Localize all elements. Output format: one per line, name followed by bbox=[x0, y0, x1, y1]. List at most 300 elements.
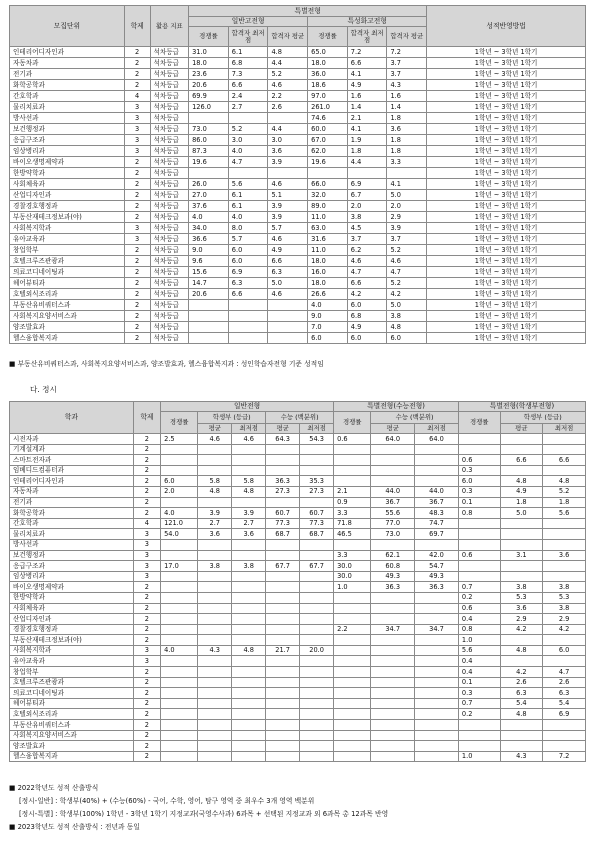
table-cell bbox=[198, 550, 232, 561]
table-row bbox=[10, 124, 586, 135]
table-cell: 4.8 bbox=[500, 709, 543, 720]
table-row bbox=[10, 311, 586, 322]
table-cell: 1.0 bbox=[458, 635, 500, 646]
table-cell: 2 bbox=[133, 698, 160, 709]
table-cell: 60.8 bbox=[371, 561, 415, 572]
table-cell: 2 bbox=[124, 300, 150, 311]
table-cell: 5.0 bbox=[387, 300, 427, 311]
table-cell: 4.6 bbox=[268, 80, 308, 91]
table-cell bbox=[300, 656, 334, 667]
table-cell: 1학년 ~ 3학년 1학기 bbox=[427, 212, 586, 223]
table-cell bbox=[415, 709, 459, 720]
table-cell bbox=[189, 300, 229, 311]
table-cell bbox=[198, 667, 232, 678]
row-label: 부동산유비쿼터스과 bbox=[10, 300, 125, 311]
table-cell bbox=[543, 539, 586, 550]
table-cell: 5.0 bbox=[268, 278, 308, 289]
row-label: 물리치료과 bbox=[10, 102, 125, 113]
table-cell: 2.9 bbox=[387, 212, 427, 223]
table-cell bbox=[300, 465, 334, 476]
table-row bbox=[10, 223, 586, 234]
table-cell: 42.0 bbox=[415, 550, 459, 561]
table-cell bbox=[300, 720, 334, 731]
table-cell: 2 bbox=[133, 455, 160, 466]
table-row bbox=[10, 157, 586, 168]
table-cell: 2.9 bbox=[500, 614, 543, 625]
table-cell bbox=[232, 720, 266, 731]
table-row bbox=[10, 550, 586, 561]
table-cell bbox=[268, 333, 308, 344]
table-cell: 2.7 bbox=[198, 518, 232, 529]
table-cell bbox=[266, 465, 300, 476]
table-cell bbox=[189, 333, 229, 344]
table-row bbox=[10, 667, 586, 678]
table-cell: 0.4 bbox=[458, 614, 500, 625]
row-label: 호텔크루즈관광과 bbox=[10, 677, 134, 688]
table-cell: 2 bbox=[124, 267, 150, 278]
table-cell: 1학년 ~ 3학년 1학기 bbox=[427, 91, 586, 102]
table-cell bbox=[500, 571, 543, 582]
table-cell bbox=[300, 741, 334, 752]
table-cell: 1학년 ~ 3학년 1학기 bbox=[427, 135, 586, 146]
table-cell: 18.0 bbox=[308, 278, 348, 289]
table-cell bbox=[198, 720, 232, 731]
table-cell: 35.3 bbox=[300, 476, 334, 487]
table-cell bbox=[266, 635, 300, 646]
table-cell: 2 bbox=[124, 157, 150, 168]
table-cell: 3.6 bbox=[232, 529, 266, 540]
table-cell: 5.2 bbox=[543, 486, 586, 497]
table-cell: 11.0 bbox=[308, 212, 348, 223]
row-label: 양조발효과 bbox=[10, 322, 125, 333]
table-cell: 4.0 bbox=[228, 212, 268, 223]
table-cell: 37.6 bbox=[189, 201, 229, 212]
table-row bbox=[10, 720, 586, 731]
header-avg-5: 평균 bbox=[371, 424, 415, 434]
table-cell: 4.2 bbox=[347, 289, 387, 300]
header-general-2: 일반전형 bbox=[161, 402, 334, 412]
table-cell: 2 bbox=[124, 256, 150, 267]
table-row bbox=[10, 730, 586, 741]
table-cell: 69.7 bbox=[415, 529, 459, 540]
table-cell bbox=[415, 465, 459, 476]
table-cell bbox=[232, 550, 266, 561]
table-cell: 4.5 bbox=[347, 223, 387, 234]
table-cell: 1학년 ~ 3학년 1학기 bbox=[427, 190, 586, 201]
table-cell bbox=[189, 113, 229, 124]
table-cell: 2.1 bbox=[334, 486, 371, 497]
table-row bbox=[10, 47, 586, 58]
table-cell: 6.9 bbox=[543, 709, 586, 720]
table-cell: 4.6 bbox=[232, 434, 266, 445]
table-row bbox=[10, 497, 586, 508]
table-cell bbox=[415, 603, 459, 614]
table-cell bbox=[371, 645, 415, 656]
table-cell: 0.1 bbox=[458, 677, 500, 688]
row-label: 보건행정과 bbox=[10, 124, 125, 135]
table-cell bbox=[161, 582, 198, 593]
table-cell: 5.0 bbox=[387, 190, 427, 201]
table-cell: 석차등급 bbox=[150, 157, 189, 168]
table-cell: 2 bbox=[133, 751, 160, 762]
table-cell bbox=[300, 550, 334, 561]
table-row bbox=[10, 751, 586, 762]
table-cell bbox=[415, 656, 459, 667]
table-cell bbox=[415, 730, 459, 741]
table-cell: 0.8 bbox=[458, 624, 500, 635]
table-cell: 3.6 bbox=[387, 124, 427, 135]
table-cell: 2 bbox=[124, 278, 150, 289]
table-cell bbox=[198, 624, 232, 635]
table-cell bbox=[458, 434, 500, 445]
table-cell: 석차등급 bbox=[150, 146, 189, 157]
table-row bbox=[10, 645, 586, 656]
table-cell bbox=[232, 624, 266, 635]
table-cell: 4.2 bbox=[500, 667, 543, 678]
table-cell bbox=[415, 455, 459, 466]
table-cell bbox=[161, 688, 198, 699]
table-cell bbox=[198, 444, 232, 455]
table-cell: 1학년 ~ 3학년 1학기 bbox=[427, 300, 586, 311]
row-label: 유아교육과 bbox=[10, 656, 134, 667]
table-cell: 20.6 bbox=[189, 80, 229, 91]
table-row bbox=[10, 190, 586, 201]
table-cell: 5.7 bbox=[228, 234, 268, 245]
table-cell bbox=[415, 751, 459, 762]
table-cell bbox=[232, 465, 266, 476]
table-cell: 0.9 bbox=[334, 497, 371, 508]
row-label: 사회복지요양서비스과 bbox=[10, 311, 125, 322]
table-cell: 36.7 bbox=[415, 497, 459, 508]
table-cell: 6.6 bbox=[228, 289, 268, 300]
row-label: 헬스융합복지과 bbox=[10, 751, 134, 762]
table-row bbox=[10, 146, 586, 157]
table-cell bbox=[232, 603, 266, 614]
table-cell: 4.0 bbox=[228, 146, 268, 157]
row-label: 창업학부 bbox=[10, 667, 134, 678]
table-cell: 1학년 ~ 3학년 1학기 bbox=[427, 157, 586, 168]
table-cell: 2 bbox=[133, 709, 160, 720]
table-cell bbox=[371, 476, 415, 487]
table-row bbox=[10, 444, 586, 455]
table-row bbox=[10, 614, 586, 625]
table-cell bbox=[415, 645, 459, 656]
table-cell: 3 bbox=[133, 561, 160, 572]
table-cell bbox=[334, 635, 371, 646]
table-cell: 2.6 bbox=[543, 677, 586, 688]
table-cell: 4 bbox=[124, 91, 150, 102]
table-cell: 석차등급 bbox=[150, 80, 189, 91]
table-cell: 석차등급 bbox=[150, 311, 189, 322]
table-cell: 3.9 bbox=[268, 201, 308, 212]
table-cell: 6.0 bbox=[543, 645, 586, 656]
header-general: 일반고전형 bbox=[189, 17, 308, 27]
table-cell: 2.0 bbox=[347, 201, 387, 212]
table-cell: 6.1 bbox=[228, 47, 268, 58]
table-cell bbox=[543, 518, 586, 529]
table-cell bbox=[228, 113, 268, 124]
table-cell bbox=[189, 322, 229, 333]
row-label: 간호학과 bbox=[10, 91, 125, 102]
table-cell: 69.9 bbox=[189, 91, 229, 102]
table-cell: 7.2 bbox=[543, 751, 586, 762]
table-cell: 7.2 bbox=[387, 47, 427, 58]
table-cell: 3.1 bbox=[500, 550, 543, 561]
table-cell: 2 bbox=[124, 58, 150, 69]
table-cell bbox=[266, 592, 300, 603]
table-cell: 87.3 bbox=[189, 146, 229, 157]
table-cell bbox=[232, 444, 266, 455]
table-cell: 36.3 bbox=[371, 582, 415, 593]
table-cell: 6.3 bbox=[500, 688, 543, 699]
table-cell bbox=[543, 561, 586, 572]
table-cell: 36.7 bbox=[371, 497, 415, 508]
row-label: 임상병리과 bbox=[10, 571, 134, 582]
table-cell bbox=[458, 741, 500, 752]
table-cell bbox=[543, 656, 586, 667]
table-cell: 석차등급 bbox=[150, 69, 189, 80]
table-cell bbox=[161, 444, 198, 455]
row-label: 전기과 bbox=[10, 497, 134, 508]
table-cell: 1.4 bbox=[387, 102, 427, 113]
table-cell: 261.0 bbox=[308, 102, 348, 113]
table-cell bbox=[334, 667, 371, 678]
table-cell bbox=[334, 455, 371, 466]
table-cell: 16.0 bbox=[308, 267, 348, 278]
table-cell: 4.6 bbox=[268, 179, 308, 190]
table-cell bbox=[387, 168, 427, 179]
table-cell bbox=[543, 434, 586, 445]
row-label: 헤어뷰티과 bbox=[10, 278, 125, 289]
table-cell: 3 bbox=[124, 113, 150, 124]
table-cell: 18.6 bbox=[308, 80, 348, 91]
table-row bbox=[10, 91, 586, 102]
table-cell: 2 bbox=[133, 486, 160, 497]
table-cell: 126.0 bbox=[189, 102, 229, 113]
row-label: 화학공학과 bbox=[10, 508, 134, 519]
table-cell bbox=[232, 688, 266, 699]
table-cell bbox=[500, 465, 543, 476]
table-cell bbox=[198, 614, 232, 625]
table-cell bbox=[266, 582, 300, 593]
table-cell bbox=[266, 667, 300, 678]
table-cell: 석차등급 bbox=[150, 278, 189, 289]
table-cell: 2 bbox=[124, 322, 150, 333]
table-cell: 0.3 bbox=[458, 688, 500, 699]
table-cell: 석차등급 bbox=[150, 47, 189, 58]
table-cell: 15.6 bbox=[189, 267, 229, 278]
table-cell: 0.2 bbox=[458, 592, 500, 603]
table-cell: 1.0 bbox=[458, 751, 500, 762]
header-specialized: 특성화고전형 bbox=[308, 17, 427, 27]
table-cell: 3.0 bbox=[228, 135, 268, 146]
table-row bbox=[10, 603, 586, 614]
table-cell bbox=[232, 592, 266, 603]
table-cell: 1.6 bbox=[347, 91, 387, 102]
table-cell: 17.0 bbox=[161, 561, 198, 572]
table-cell: 5.3 bbox=[500, 592, 543, 603]
table-cell: 석차등급 bbox=[150, 135, 189, 146]
table-cell: 44.0 bbox=[415, 486, 459, 497]
table-cell: 64.3 bbox=[266, 434, 300, 445]
table-row bbox=[10, 508, 586, 519]
table-cell bbox=[415, 677, 459, 688]
table-cell: 3.8 bbox=[232, 561, 266, 572]
row-label: 간호학과 bbox=[10, 518, 134, 529]
table-cell: 1학년 ~ 3학년 1학기 bbox=[427, 256, 586, 267]
table-cell bbox=[543, 465, 586, 476]
table-cell: 60.0 bbox=[308, 124, 348, 135]
table-cell bbox=[500, 635, 543, 646]
table-cell: 3.3 bbox=[334, 508, 371, 519]
table-cell: 9.0 bbox=[189, 245, 229, 256]
table-cell: 0.6 bbox=[334, 434, 371, 445]
table-cell bbox=[266, 688, 300, 699]
table-cell bbox=[161, 751, 198, 762]
table-cell: 4.1 bbox=[387, 179, 427, 190]
table-cell bbox=[371, 614, 415, 625]
table-cell: 3.7 bbox=[387, 69, 427, 80]
table-cell bbox=[266, 741, 300, 752]
table-row bbox=[10, 635, 586, 646]
table-cell bbox=[371, 709, 415, 720]
table-cell: 4.9 bbox=[500, 486, 543, 497]
row-label: 사회복지학과 bbox=[10, 645, 134, 656]
table-cell bbox=[268, 311, 308, 322]
table-cell bbox=[198, 455, 232, 466]
table-cell bbox=[543, 720, 586, 731]
table-cell: 4.1 bbox=[347, 124, 387, 135]
header-avg-2: 합격자 평균 bbox=[387, 27, 427, 47]
table-cell bbox=[500, 518, 543, 529]
table-cell: 2.2 bbox=[334, 624, 371, 635]
table-cell: 3 bbox=[124, 223, 150, 234]
table-cell bbox=[266, 677, 300, 688]
table-cell: 3 bbox=[124, 234, 150, 245]
row-label: 바이오생명제약과 bbox=[10, 157, 125, 168]
table-cell bbox=[334, 688, 371, 699]
row-label: 한방약학과 bbox=[10, 168, 125, 179]
table-cell: 4.0 bbox=[161, 645, 198, 656]
table-cell bbox=[161, 741, 198, 752]
table-cell bbox=[161, 635, 198, 646]
table-row bbox=[10, 656, 586, 667]
table-cell: 18.0 bbox=[189, 58, 229, 69]
table-row bbox=[10, 434, 586, 445]
row-label: 창업학부 bbox=[10, 245, 125, 256]
table-cell bbox=[300, 614, 334, 625]
table-cell: 30.0 bbox=[334, 571, 371, 582]
table-cell bbox=[161, 709, 198, 720]
table-cell bbox=[371, 688, 415, 699]
table-row bbox=[10, 69, 586, 80]
table-cell: 6.8 bbox=[228, 58, 268, 69]
table-cell: 3.6 bbox=[198, 529, 232, 540]
table-cell: 6.3 bbox=[228, 278, 268, 289]
table-cell: 60.7 bbox=[266, 508, 300, 519]
table-cell: 19.6 bbox=[308, 157, 348, 168]
table-cell: 0.6 bbox=[458, 603, 500, 614]
table-cell bbox=[268, 168, 308, 179]
table-cell: 2 bbox=[124, 245, 150, 256]
row-label: 헤어뷰티과 bbox=[10, 698, 134, 709]
table-cell: 2.0 bbox=[387, 201, 427, 212]
table-cell: 2 bbox=[124, 179, 150, 190]
header-avg-4: 평균 bbox=[266, 424, 300, 434]
header-major: 모집단위 bbox=[10, 6, 125, 47]
header-min-1: 최저점 bbox=[232, 424, 266, 434]
table-cell bbox=[266, 550, 300, 561]
table-row bbox=[10, 212, 586, 223]
table-cell: 1학년 ~ 3학년 1학기 bbox=[427, 179, 586, 190]
table-cell bbox=[189, 311, 229, 322]
table-cell bbox=[371, 677, 415, 688]
table-cell: 4.3 bbox=[198, 645, 232, 656]
table-cell: 2.7 bbox=[228, 102, 268, 113]
table-cell bbox=[232, 677, 266, 688]
table-cell: 1.8 bbox=[347, 146, 387, 157]
table-cell bbox=[371, 720, 415, 731]
table-cell bbox=[334, 720, 371, 731]
table-cell bbox=[161, 624, 198, 635]
table-cell bbox=[198, 709, 232, 720]
table-cell: 74.6 bbox=[308, 113, 348, 124]
table-cell: 73.0 bbox=[189, 124, 229, 135]
table-cell: 36.3 bbox=[266, 476, 300, 487]
table-cell: 4.6 bbox=[347, 256, 387, 267]
table-cell bbox=[232, 698, 266, 709]
table-cell bbox=[266, 614, 300, 625]
table-cell bbox=[371, 444, 415, 455]
row-label: 임베디드컴퓨터과 bbox=[10, 465, 134, 476]
table-cell bbox=[415, 667, 459, 678]
table-cell bbox=[198, 730, 232, 741]
table-cell: 석차등급 bbox=[150, 179, 189, 190]
table-cell bbox=[334, 614, 371, 625]
table-cell: 1학년 ~ 3학년 1학기 bbox=[427, 69, 586, 80]
table-cell bbox=[334, 539, 371, 550]
table-cell: 1.8 bbox=[387, 113, 427, 124]
table-cell bbox=[300, 582, 334, 593]
header-index: 활용 지표 bbox=[150, 6, 189, 47]
row-label: 부동산재테크정보과(야) bbox=[10, 212, 125, 223]
table-cell bbox=[415, 614, 459, 625]
table-cell: 석차등급 bbox=[150, 267, 189, 278]
row-label: 인테리어디자인과 bbox=[10, 476, 134, 487]
table-cell: 석차등급 bbox=[150, 124, 189, 135]
table-cell bbox=[198, 539, 232, 550]
jeongsi-results-table bbox=[9, 401, 586, 762]
table-cell: 71.8 bbox=[334, 518, 371, 529]
table-cell: 5.8 bbox=[232, 476, 266, 487]
table-cell: 석차등급 bbox=[150, 234, 189, 245]
table-cell bbox=[268, 322, 308, 333]
table-cell bbox=[198, 592, 232, 603]
table-cell bbox=[232, 667, 266, 678]
table-row bbox=[10, 256, 586, 267]
header-rate-3: 경쟁률 bbox=[161, 412, 198, 434]
row-label: 임상병리과 bbox=[10, 146, 125, 157]
table-cell: 4.2 bbox=[387, 289, 427, 300]
table-cell bbox=[347, 168, 387, 179]
table-cell: 0.7 bbox=[458, 582, 500, 593]
table-cell: 1.4 bbox=[347, 102, 387, 113]
row-label: 부동산재테크정보과(야) bbox=[10, 635, 134, 646]
row-label: 사회복지요양서비스과 bbox=[10, 730, 134, 741]
table-cell: 6.3 bbox=[543, 688, 586, 699]
table-cell bbox=[198, 656, 232, 667]
table-cell: 3.6 bbox=[543, 550, 586, 561]
